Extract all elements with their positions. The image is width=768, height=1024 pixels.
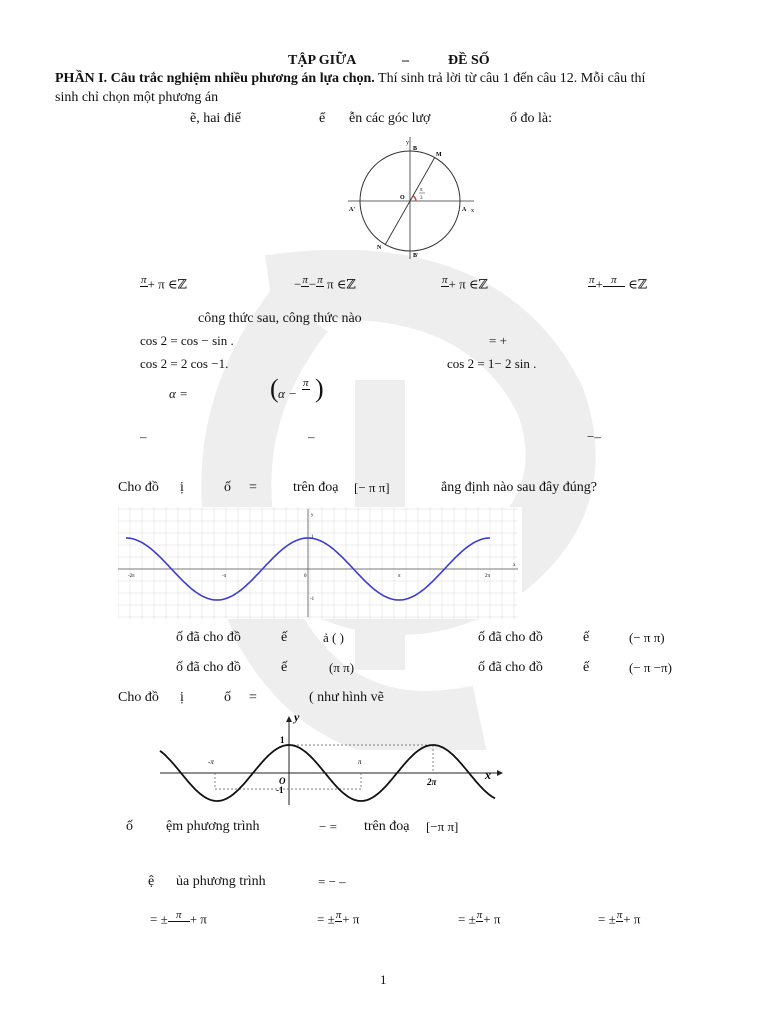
- part1-heading-line2: sinh chỉ chọn một phương án: [55, 90, 219, 105]
- q5-text-d: =: [249, 690, 257, 705]
- q6-option-a-rest: + π: [189, 911, 207, 927]
- q1-option-b-num: π: [302, 274, 308, 286]
- q4-opt4-c: (− π −π): [629, 660, 672, 675]
- q1-option-d-rest: ∈ℤ: [624, 276, 648, 292]
- page-number: 1: [380, 972, 387, 987]
- circle-label-y: y: [406, 140, 409, 146]
- graph-label-x: x: [513, 563, 516, 568]
- circle-label-B: B: [413, 146, 418, 152]
- q6-option-a-prefix: = ±: [150, 911, 168, 927]
- circle-label-O: O: [400, 195, 405, 201]
- q1-option-b-num2: π: [317, 274, 323, 286]
- q6-text-c: = − –: [318, 874, 346, 889]
- q6-option-a-den: [168, 922, 190, 931]
- q1-option-d-fraction-1: [588, 275, 596, 296]
- q1-option-a[interactable]: [140, 275, 187, 296]
- q4-text-f: ẳng định nào sau đây đúng?: [441, 480, 597, 495]
- q5-line-interval: [−π π]: [426, 819, 459, 834]
- q4-interval: [− π π]: [354, 480, 390, 495]
- q4-text-a: Cho đồ: [118, 480, 159, 495]
- q1-text-d: ố đo là:: [510, 111, 552, 126]
- q1-option-d-mid: +: [595, 276, 603, 292]
- q1-option-a-rest: + π ∈ℤ: [147, 276, 188, 292]
- circle-label-x: x: [471, 208, 474, 214]
- graph2-label-pi: π: [358, 758, 362, 766]
- q4-text-c: ố: [224, 480, 231, 495]
- graph-label-minus-2pi: -2π: [128, 574, 135, 579]
- q3-paren-num: π: [303, 377, 309, 389]
- q1-option-d-num: π: [589, 274, 595, 286]
- q2-text: công thức sau, công thức nào: [198, 311, 362, 326]
- q6-option-c-num: π: [476, 909, 483, 921]
- q1-text-a: ẽ, hai điể: [190, 111, 241, 126]
- circle-label-A: A: [462, 207, 467, 213]
- graph2-label-minus-pi: -π: [208, 758, 214, 766]
- q3-paren-fraction: [302, 378, 310, 399]
- cosine-graph-grid: [118, 507, 522, 619]
- q4-text-b: ị: [180, 480, 184, 495]
- graph2-x-arrow: [497, 770, 503, 776]
- q1-option-b[interactable]: [294, 275, 356, 296]
- graph-label-2pi: 2π: [485, 574, 491, 579]
- q3-paren-open: (: [270, 374, 279, 403]
- graph-background: [118, 507, 522, 619]
- graph-label-y: y: [311, 513, 314, 518]
- q5-text-c: ố: [224, 690, 231, 705]
- q1-option-b-den: [301, 287, 309, 296]
- q2-formula-b[interactable]: = +: [489, 333, 507, 348]
- q6-text-b: ủa phương trình: [176, 874, 266, 889]
- q3-option-a[interactable]: –: [140, 429, 147, 444]
- q2-formula-a[interactable]: cos 2 = cos − sin .: [140, 333, 234, 348]
- q4-opt3-a[interactable]: ố đã cho đồ: [176, 660, 241, 675]
- q3-paren-alpha: α −: [278, 386, 297, 401]
- q4-opt1-a[interactable]: ố đã cho đồ: [176, 630, 241, 645]
- q1-option-d-den: [588, 287, 596, 296]
- q6-option-a[interactable]: [150, 910, 207, 931]
- graph-label-zero: 0: [304, 574, 307, 579]
- q1-option-c-num: π: [442, 274, 448, 286]
- q6-option-d-rest: + π: [623, 911, 641, 927]
- q3-paren-den: [302, 390, 310, 399]
- q5-line-c: − =: [319, 819, 337, 834]
- angle-label-three: 3: [420, 196, 423, 201]
- q6-option-a-fraction: [168, 910, 190, 931]
- q6-option-d[interactable]: [598, 910, 640, 931]
- q4-text-e: trên đoạ: [293, 480, 339, 495]
- q1-option-b-fraction-1: [301, 275, 309, 296]
- q1-option-a-num: π: [141, 274, 147, 286]
- q1-text-c: ễn các góc lượ: [349, 111, 431, 126]
- graph2-dashed-guides: [215, 745, 433, 789]
- q4-opt2-a[interactable]: ố đã cho đồ: [478, 630, 543, 645]
- q1-option-c-den: [441, 287, 449, 296]
- q6-option-b-prefix: = ±: [317, 911, 335, 927]
- q1-option-c-rest: + π ∈ℤ: [448, 276, 489, 292]
- circle-label-A-prime: A': [349, 207, 355, 213]
- circle-label-M: M: [436, 152, 442, 158]
- q6-option-c[interactable]: [458, 910, 500, 931]
- q1-option-b-fraction-2: [316, 275, 324, 296]
- graph2-label-minus-one: -1: [276, 785, 284, 795]
- circle-label-N: N: [377, 245, 382, 251]
- q5-line-d: trên đoạ: [364, 819, 410, 834]
- q6-text-a: ệ: [148, 874, 155, 889]
- circle-label-B-prime: B': [413, 253, 419, 259]
- q4-opt3-c: (π π): [329, 660, 355, 675]
- graph2-label-x: x: [485, 768, 491, 782]
- q2-formula-d[interactable]: cos 2 = 1− 2 sin .: [447, 356, 537, 371]
- q3-alpha-eq: α =: [169, 386, 188, 401]
- q5-text-a: Cho đồ: [118, 690, 159, 705]
- q6-option-d-prefix: = ±: [598, 911, 616, 927]
- q1-option-a-den: [140, 287, 148, 296]
- part1-heading-bold: PHẦN I. Câu trắc nghiệm nhiều phương án lựa chọn.: [55, 71, 375, 86]
- q4-opt3-b: ế: [281, 660, 288, 675]
- q3-option-c[interactable]: −–: [587, 429, 601, 444]
- cosine-graph-2: [155, 713, 505, 808]
- title-right: ĐỀ SỐ: [448, 53, 490, 68]
- title-left: TẬP GIỮA: [288, 53, 357, 68]
- q4-opt4-b: ế: [583, 660, 590, 675]
- q6-option-c-prefix: = ±: [458, 911, 476, 927]
- q5-line-b: ệm phương trình: [166, 819, 260, 834]
- q6-option-a-num: π: [168, 910, 190, 922]
- q1-option-d-fraction-2: [603, 275, 625, 296]
- title-dash: –: [402, 53, 409, 68]
- graph2-y-arrow: [286, 716, 292, 722]
- q6-option-b-num: π: [335, 909, 342, 921]
- part1-heading: [55, 71, 645, 87]
- angle-arc: [413, 196, 416, 201]
- q1-option-a-fraction: [140, 275, 148, 296]
- q4-opt1-b: ế: [281, 630, 288, 645]
- q4-opt2-c: (− π π): [629, 630, 665, 645]
- q4-opt4-a[interactable]: ố đã cho đồ: [478, 660, 543, 675]
- q1-option-d-den2: [603, 287, 625, 296]
- graph2-label-one: 1: [280, 735, 285, 745]
- q6-option-b-rest: + π: [342, 911, 360, 927]
- q1-text-b: ể: [319, 111, 326, 126]
- q1-option-d[interactable]: [588, 275, 647, 296]
- q1-option-b-prefix: −: [294, 276, 302, 292]
- q6-option-d-num: π: [616, 909, 623, 921]
- graph2-label-2pi: 2π: [427, 777, 437, 787]
- graph2-label-y: y: [294, 713, 300, 724]
- unit-circle-figure: [340, 133, 480, 263]
- q5-text-e: ( như hình vẽ: [309, 690, 384, 705]
- q1-option-b-rest: π ∈ℤ: [323, 276, 356, 292]
- graph2-label-origin: O: [279, 776, 286, 786]
- q3-option-b[interactable]: –: [308, 429, 315, 444]
- graph-label-pi: π: [398, 574, 401, 579]
- q1-option-c[interactable]: [441, 275, 488, 296]
- q1-option-c-fraction: [441, 275, 449, 296]
- q5-text-b: ị: [180, 690, 184, 705]
- q1-option-d-num2: π: [603, 275, 625, 287]
- q6-option-b[interactable]: [317, 910, 359, 931]
- graph-label-minus-pi: -π: [222, 574, 227, 579]
- q6-option-c-rest: + π: [483, 911, 501, 927]
- graph-label-minus-one: -1: [310, 597, 315, 602]
- q4-opt2-b: ế: [583, 630, 590, 645]
- q5-line-a: ố: [126, 819, 133, 834]
- q3-paren-close: ): [315, 374, 324, 403]
- q4-opt1-c: ả ( ): [323, 630, 344, 645]
- q1-option-b-mid: −: [308, 276, 317, 292]
- q4-text-d: =: [249, 480, 257, 495]
- angle-label-pi: π: [420, 188, 423, 193]
- q2-formula-c[interactable]: cos 2 = 2 cos −1.: [140, 356, 229, 371]
- graph-label-one: 1: [311, 535, 314, 540]
- part1-heading-rest: Thí sinh trả lời từ câu 1 đến câu 12. Mỗi câu thí: [374, 71, 646, 86]
- q1-option-b-den2: [316, 287, 324, 296]
